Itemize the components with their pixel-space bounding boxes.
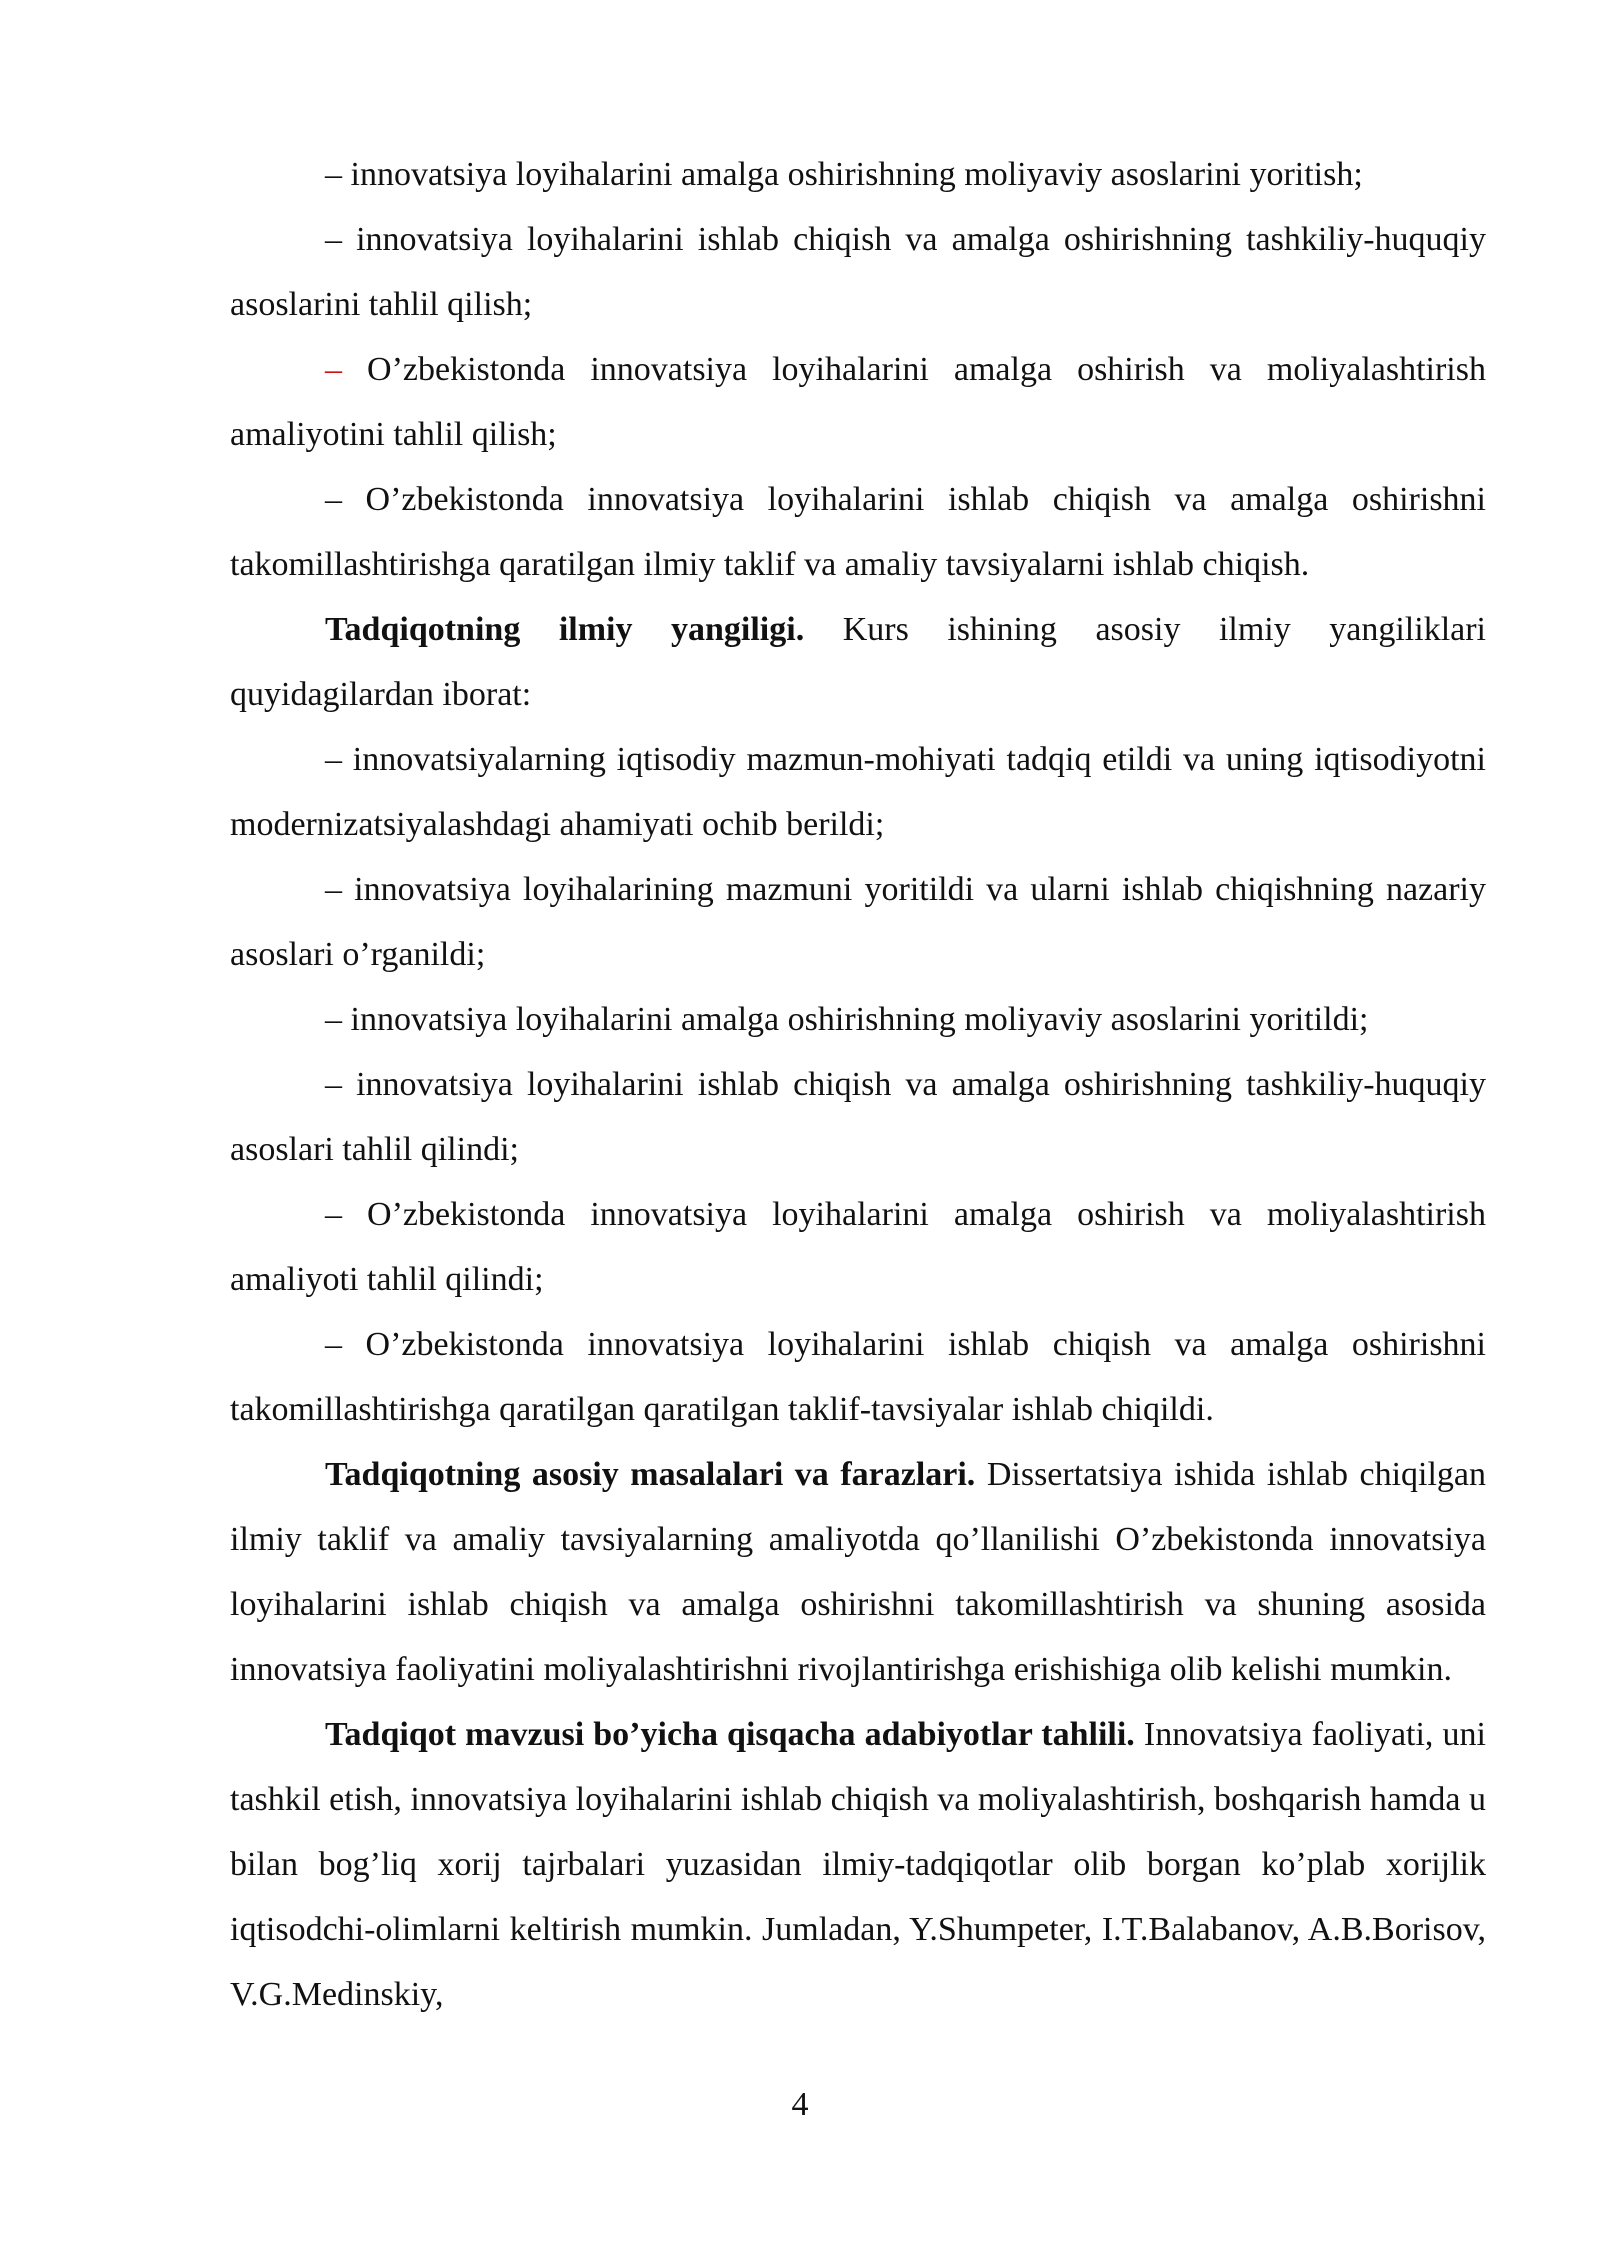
- literature-paragraph: [230, 1702, 1486, 2027]
- task-item-text: innovatsiya loyihalarini ishlab chiqish va amalga oshirishning tashkiliy-huquqiy asoslarini tahlil qilish;: [230, 221, 1486, 323]
- novelty-item: [230, 1182, 1486, 1312]
- list-dash: –: [325, 871, 342, 908]
- task-item: [230, 337, 1486, 467]
- novelty-item-text: innovatsiya loyihalarini ishlab chiqish va amalga oshirishning tashkiliy-huquqiy asoslari tahlil qilindi;: [230, 1066, 1486, 1168]
- list-dash: –: [325, 1001, 342, 1038]
- list-dash: –: [325, 221, 342, 258]
- page-number: 4: [791, 2086, 809, 2123]
- list-dash: –: [325, 741, 342, 778]
- list-dash-red: –: [325, 351, 342, 388]
- list-dash: –: [325, 1066, 342, 1103]
- document-page: [230, 142, 1486, 2027]
- novelty-item: [230, 1312, 1486, 1442]
- literature-heading: Tadqiqot mavzusi bo’yicha qisqacha adabiyotlar tahlili.: [325, 1716, 1135, 1753]
- hypotheses-text: Dissertatsiya ishida ishlab chiqilgan ilmiy taklif va amaliy tavsiyalarning amaliyotda qo’llanilishi O’zbekistonda innovatsiya loyihalarini ishlab chiqish va amalga oshirishni takomillashtirish va shuning asosida innovatsiya faoliyatini moliyalashtirishni rivojlantirishga erishishiga olib kelishi mumkin.: [230, 1456, 1486, 1688]
- novelty-item: [230, 1052, 1486, 1182]
- novelty-heading: Tadqiqotning ilmiy yangiligi.: [325, 611, 805, 648]
- task-item: [230, 207, 1486, 337]
- novelty-intro: Kurs ishining asosiy ilmiy yangiliklari quyidagilardan iborat:: [230, 611, 1486, 713]
- novelty-item: [230, 857, 1486, 987]
- novelty-item: [230, 987, 1486, 1052]
- novelty-item-text: O’zbekistonda innovatsiya loyihalarini ishlab chiqish va amalga oshirishni takomillashtirishga qaratilgan qaratilgan taklif-tavsiyalar ishlab chiqildi.: [230, 1326, 1486, 1428]
- novelty-item-text: O’zbekistonda innovatsiya loyihalarini amalga oshirish va moliyalashtirish amaliyoti tahlil qilindi;: [230, 1196, 1486, 1298]
- novelty-item-text: innovatsiya loyihalarining mazmuni yoritildi va ularni ishlab chiqishning nazariy asoslari o’rganildi;: [230, 871, 1486, 973]
- novelty-item: [230, 727, 1486, 857]
- hypotheses-paragraph: [230, 1442, 1486, 1702]
- literature-text: Innovatsiya faoliyati, uni tashkil etish, innovatsiya loyihalarini ishlab chiqish va moliyalashtirish, boshqarish hamda u bilan bog’liq xorij tajrbalari yuzasidan ilmiy-tadqiqotlar olib borgan ko’plab xorijlik iqtisodchi-olimlarni keltirish mumkin. Jumladan, Y.Shumpeter, I.T.Balabanov, A.B.Borisov, V.G.Medinskiy,: [230, 1716, 1486, 2013]
- task-item-text: innovatsiya loyihalarini amalga oshirishning moliyaviy asoslarini yoritish;: [342, 156, 1363, 193]
- list-dash: –: [325, 1196, 342, 1233]
- novelty-paragraph: [230, 597, 1486, 727]
- task-item-text: O’zbekistonda innovatsiya loyihalarini amalga oshirish va moliyalashtirish amaliyotini tahlil qilish;: [230, 351, 1486, 453]
- task-item-text: O’zbekistonda innovatsiya loyihalarini ishlab chiqish va amalga oshirishni takomillashtirishga qaratilgan ilmiy taklif va amaliy tavsiyalarni ishlab chiqish.: [230, 481, 1486, 583]
- hypotheses-heading: Tadqiqotning asosiy masalalari va farazlari.: [325, 1456, 976, 1493]
- novelty-item-text: innovatsiya loyihalarini amalga oshirishning moliyaviy asoslarini yoritildi;: [342, 1001, 1369, 1038]
- task-item: [230, 467, 1486, 597]
- task-item: [230, 142, 1486, 207]
- list-dash: –: [325, 481, 342, 518]
- list-dash: –: [325, 1326, 342, 1363]
- novelty-item-text: innovatsiyalarning iqtisodiy mazmun-mohiyati tadqiq etildi va uning iqtisodiyotni modernizatsiyalashdagi ahamiyati ochib berildi;: [230, 741, 1486, 843]
- list-dash: –: [325, 156, 342, 193]
